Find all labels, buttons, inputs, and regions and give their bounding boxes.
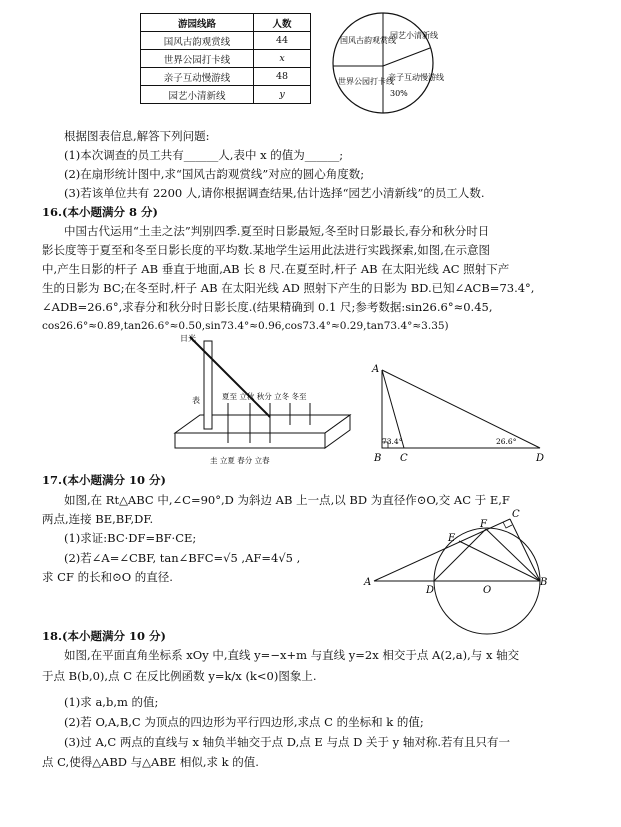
- q17-line1: 如图,在 Rt△ABC 中,∠C=90°,D 为斜边 AB 上一点,以 BD 为直径作⊙O,交 AC 于 E,F: [64, 493, 510, 507]
- table-row: [141, 50, 311, 68]
- line-AC: [374, 519, 510, 581]
- circle-figure: [362, 505, 552, 625]
- q15-part2: (2)在扇形统计图中,求“国风古韵观赏线”对应的圆心角度数;: [64, 167, 365, 181]
- point-A: A: [372, 364, 380, 375]
- q16-line6: cos26.6°≈0.89,tan26.6°≈0.50,sin73.4°≈0.96,cos73.4°≈0.29,tan73.4°≈3.35): [42, 320, 449, 332]
- point-C: C: [512, 509, 520, 520]
- q16-line2: 影长度等于夏至和冬至日影长度的平均数.某地学生运用此法进行实践探索,如图,在示意图: [42, 243, 490, 257]
- q17-title: 17.(本小题满分 10 分): [42, 473, 166, 487]
- point-E: E: [448, 533, 456, 544]
- table-cell-route: 国风古韵观赏线: [141, 32, 254, 50]
- table-header-row: [141, 14, 311, 32]
- q17-line5: 求 CF 的长和⊙O 的直径.: [42, 570, 173, 584]
- q16-line3: 中,产生日影的杆子 AB 垂直于地面,AB 长 8 尺.在夏至时,杆子 AB 在太阳光线 AC 照射下产: [42, 262, 510, 276]
- point-A: A: [364, 577, 372, 588]
- q18-block: [42, 628, 617, 773]
- table-cell-route: 亲子互动慢游线: [141, 68, 254, 86]
- point-B: B: [374, 453, 382, 464]
- q17-line4: (2)若∠A=∠CBF, tan∠BFC=√5 ,AF=4√5 ,: [64, 551, 301, 565]
- angle-d-label: 26.6°: [496, 437, 517, 446]
- line-BF: [486, 529, 540, 581]
- table-cell-count: x: [254, 50, 311, 68]
- line-DF: [434, 529, 486, 581]
- q16-title: 16.(本小题满分 8 分): [42, 205, 158, 219]
- q16-block: [42, 204, 617, 339]
- sun-ray: [190, 337, 270, 417]
- pie-label: 园艺小清新线: [390, 31, 438, 40]
- point-C: C: [400, 453, 408, 464]
- q17-line3: (1)求证:BC·DF=BF·CE;: [64, 531, 197, 545]
- q18-line6: 点 C,使得△ABD 与△ABE 相似,求 k 的值.: [42, 755, 259, 769]
- biao-label: 表: [192, 396, 200, 405]
- point-B: B: [540, 577, 548, 588]
- pie-divider: [383, 48, 430, 66]
- q18-title: 18.(本小题满分 10 分): [42, 629, 166, 643]
- q16-line4: 生的日影为 BC;在冬至时,杆子 AB 在太阳光线 AD 照射下产生的日影为 BD.已知∠ACB=73.4°,: [42, 281, 535, 295]
- table-cell-route: 园艺小清新线: [141, 86, 254, 104]
- point-D: D: [426, 585, 435, 596]
- table-cell-route: 世界公园打卡线: [141, 50, 254, 68]
- point-O: O: [483, 585, 492, 596]
- pie-label: 亲子互动慢游线: [388, 73, 444, 82]
- q17-line2: 两点,连接 BE,BF,DF.: [42, 512, 154, 526]
- table-cell-count: 44: [254, 32, 311, 50]
- q15-block: [42, 128, 602, 203]
- q16-line5: ∠ADB=26.6°,求春分和秋分时日影长度.(结果精确到 0.1 尺;参考数据:sin26.6°≈0.45,: [42, 300, 493, 314]
- table-cell-count: y: [254, 86, 311, 104]
- table-header-route: 游园线路: [141, 14, 254, 32]
- point-F: F: [480, 519, 487, 530]
- sundial-figure: [170, 333, 360, 473]
- q18-line2: 于点 B(b,0),点 C 在反比例函数 y=k/x (k<0)图象上.: [42, 669, 317, 683]
- q18-line5: (3)过 A,C 两点的直线与 x 轴负半轴交于点 D,点 E 与点 D 关于 y 轴对称.若有且只有一: [64, 735, 510, 749]
- point-D: D: [536, 453, 545, 464]
- right-angle-mark: [503, 522, 512, 528]
- route-table-wrap: [140, 13, 311, 104]
- q15-part3: (3)若该单位共有 2200 人,请你根据调查结果,估计选择“园艺小清新线”的员工人数.: [64, 186, 485, 200]
- table-cell-count: 48: [254, 68, 311, 86]
- q16-line1: 中国古代运用“土圭之法”判别四季.夏至时日影最短,冬至时日影最长,春分和秋分时日: [64, 224, 490, 238]
- pie-label: 世界公园打卡线: [338, 77, 394, 86]
- q15-intro: 根据图表信息,解答下列问题:: [64, 129, 210, 143]
- gui-board-top: [175, 415, 350, 433]
- sun-label: 日光: [180, 334, 196, 343]
- route-table: [140, 13, 311, 104]
- table-row: [141, 68, 311, 86]
- table-row: [141, 86, 311, 104]
- line-CB: [510, 519, 540, 581]
- q18-line1: 如图,在平面直角坐标系 xOy 中,直线 y=−x+m 与直线 y=2x 相交于点 A(2,a),与 x 轴交: [64, 648, 520, 662]
- triangle-figure: [368, 362, 553, 467]
- angle-c-label: 73.4°: [382, 437, 403, 446]
- pie-label: 国风古韵观赏线: [340, 36, 396, 45]
- q15-part1: (1)本次调查的员工共有______人,表中 x 的值为______;: [64, 148, 344, 162]
- table-header-count: 人数: [254, 14, 311, 32]
- q18-line4: (2)若 O,A,B,C 为顶点的四边形为平行四边形,求点 C 的坐标和 k 的值;: [64, 715, 424, 729]
- q18-line3: (1)求 a,b,m 的值;: [64, 695, 159, 709]
- top-season-labels: 夏至 立秋 秋分 立冬 冬至: [222, 392, 307, 401]
- pie-chart: [328, 8, 444, 118]
- table-row: [141, 32, 311, 50]
- bottom-season-labels: 圭 立夏 春分 立春: [210, 456, 270, 465]
- pie-percent: 30%: [390, 89, 408, 98]
